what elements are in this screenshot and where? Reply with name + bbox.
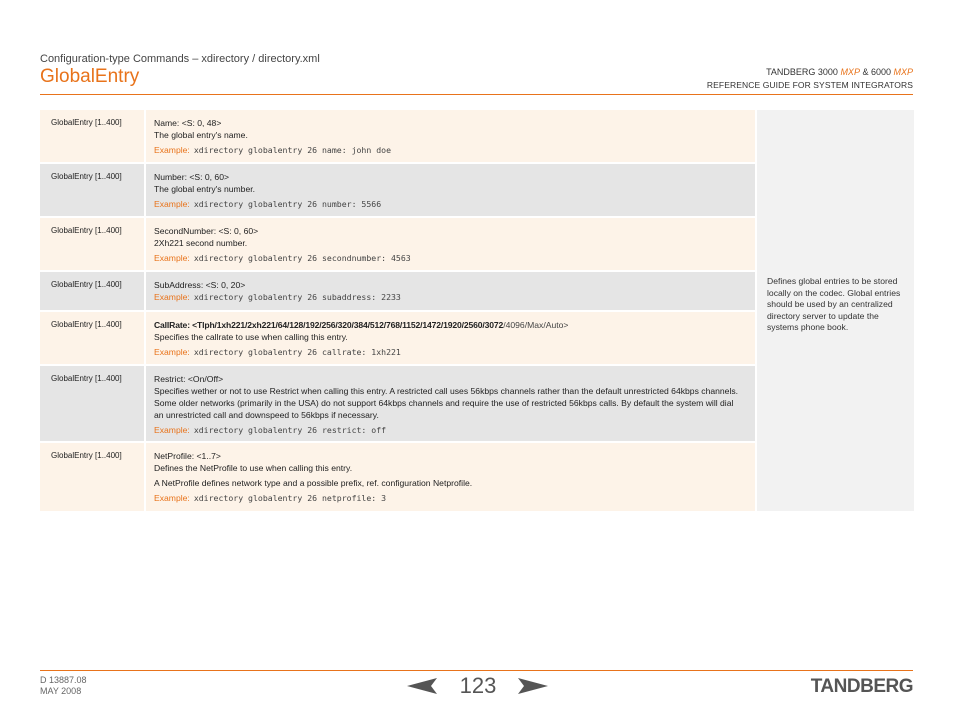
doc-id: D 13887.08 [40,675,87,685]
param-desc: A NetProfile defines network type and a possible prefix, ref. configuration Netprofile. [154,478,473,488]
param-cell [144,312,755,364]
param-desc: The global entry's number. [154,184,256,194]
column-divider [144,110,146,162]
param-cell [144,272,755,310]
example-line [154,492,745,504]
command-cell: GlobalEntry [1..400] [51,172,122,181]
table-row [40,110,755,162]
doc-date: MAY 2008 [40,686,82,696]
callrate-values-extra: /4096/Max/Auto> [503,320,569,330]
next-page-arrow-icon[interactable] [518,678,548,694]
table-row [40,218,755,270]
command-cell: GlobalEntry [1..400] [51,118,122,127]
callrate-values: CallRate: <Tlph/1xh221/2xh221/64/128/192/256/320/384/512/768/1152/1472/1920/2560/3072 [154,320,504,330]
page-title: GlobalEntry [40,66,140,87]
brand-mid: & 6000 [859,67,894,77]
param-name: Name: <S: 0, 48> [154,118,222,128]
side-note: Defines global entries to be stored locally on the codec. Global entries should be used by an centralized directory server to update the systems phone book. [757,110,914,511]
command-cell: GlobalEntry [1..400] [51,374,122,383]
example-line [154,144,745,156]
header-rule [40,94,913,95]
command-cell: GlobalEntry [1..400] [51,320,122,329]
example-code: xdirectory globalentry 26 number: 5566 [193,199,382,209]
column-divider [144,443,146,511]
column-divider [144,218,146,270]
table-row [40,443,755,511]
brand-prefix: TANDBERG 3000 [766,67,841,77]
param-name: Restrict: <On/Off> [154,374,224,384]
example-code: xdirectory globalentry 26 name: john doe [193,145,391,155]
footer-doc-info [40,675,87,697]
param-cell [144,218,755,270]
example-code: xdirectory globalentry 26 callrate: 1xh221 [193,347,401,357]
example-label: Example: [154,493,190,503]
brand-mxp: MXP [893,67,913,77]
table-row [40,164,755,216]
column-divider [144,366,146,441]
command-cell: GlobalEntry [1..400] [51,451,122,460]
param-cell [144,164,755,216]
page-number: 123 [459,673,497,698]
param-name: NetProfile: <1..7> [154,451,221,461]
brand-line [766,67,913,77]
column-divider [144,164,146,216]
brand-mxp: MXP [840,67,860,77]
example-label: Example: [154,347,190,357]
param-name [154,319,745,331]
example-line [154,424,745,436]
guide-label: REFERENCE GUIDE FOR SYSTEM INTEGRATORS [706,80,913,90]
footer-rule [40,670,913,671]
example-line [154,291,745,303]
param-cell [144,110,755,162]
column-divider [144,312,146,364]
tandberg-logo: TANDBERG [810,676,913,697]
example-label: Example: [154,253,190,263]
param-desc: The global entry's name. [154,130,248,140]
example-code: xdirectory globalentry 26 secondnumber: 4563 [193,253,411,263]
param-desc: Defines the NetProfile to use when calling this entry. [154,463,353,473]
header-subtitle: Configuration-type Commands – xdirectory / directory.xml [40,53,320,65]
example-code: xdirectory globalentry 26 netprofile: 3 [193,493,387,503]
example-line [154,252,745,264]
command-cell: GlobalEntry [1..400] [51,226,122,235]
column-divider [144,272,146,310]
command-cell: GlobalEntry [1..400] [51,280,122,289]
example-code: xdirectory globalentry 26 subaddress: 2233 [193,292,401,302]
example-label: Example: [154,425,190,435]
prev-page-arrow-icon[interactable] [407,678,437,694]
table-row [40,366,755,441]
param-name: Number: <S: 0, 60> [154,172,229,182]
param-name: SecondNumber: <S: 0, 60> [154,226,259,236]
example-label: Example: [154,145,190,155]
example-code: xdirectory globalentry 26 restrict: off [193,425,387,435]
example-label: Example: [154,292,190,302]
param-desc: Specifies the callrate to use when calling this entry. [154,332,348,342]
param-name: SubAddress: <S: 0, 20> [154,280,246,290]
table-row [40,312,755,364]
table-row [40,272,755,310]
param-cell [144,366,755,441]
example-line [154,198,745,210]
example-label: Example: [154,199,190,209]
example-line [154,346,745,358]
param-desc: 2Xh221 second number. [154,238,248,248]
param-cell [144,443,755,511]
param-desc: Specifies wether or not to use Restrict when calling this entry. A restricted call uses 56kbps channels rather than the default unrestricted 64kbps channels. Some older networks (primarily in the USA) do not support 64kbps channels and require the use of restricted 56kbps calls. By default the system will dial an unrestricted call and downspeed to 56kbps if necessary. [154,386,739,420]
